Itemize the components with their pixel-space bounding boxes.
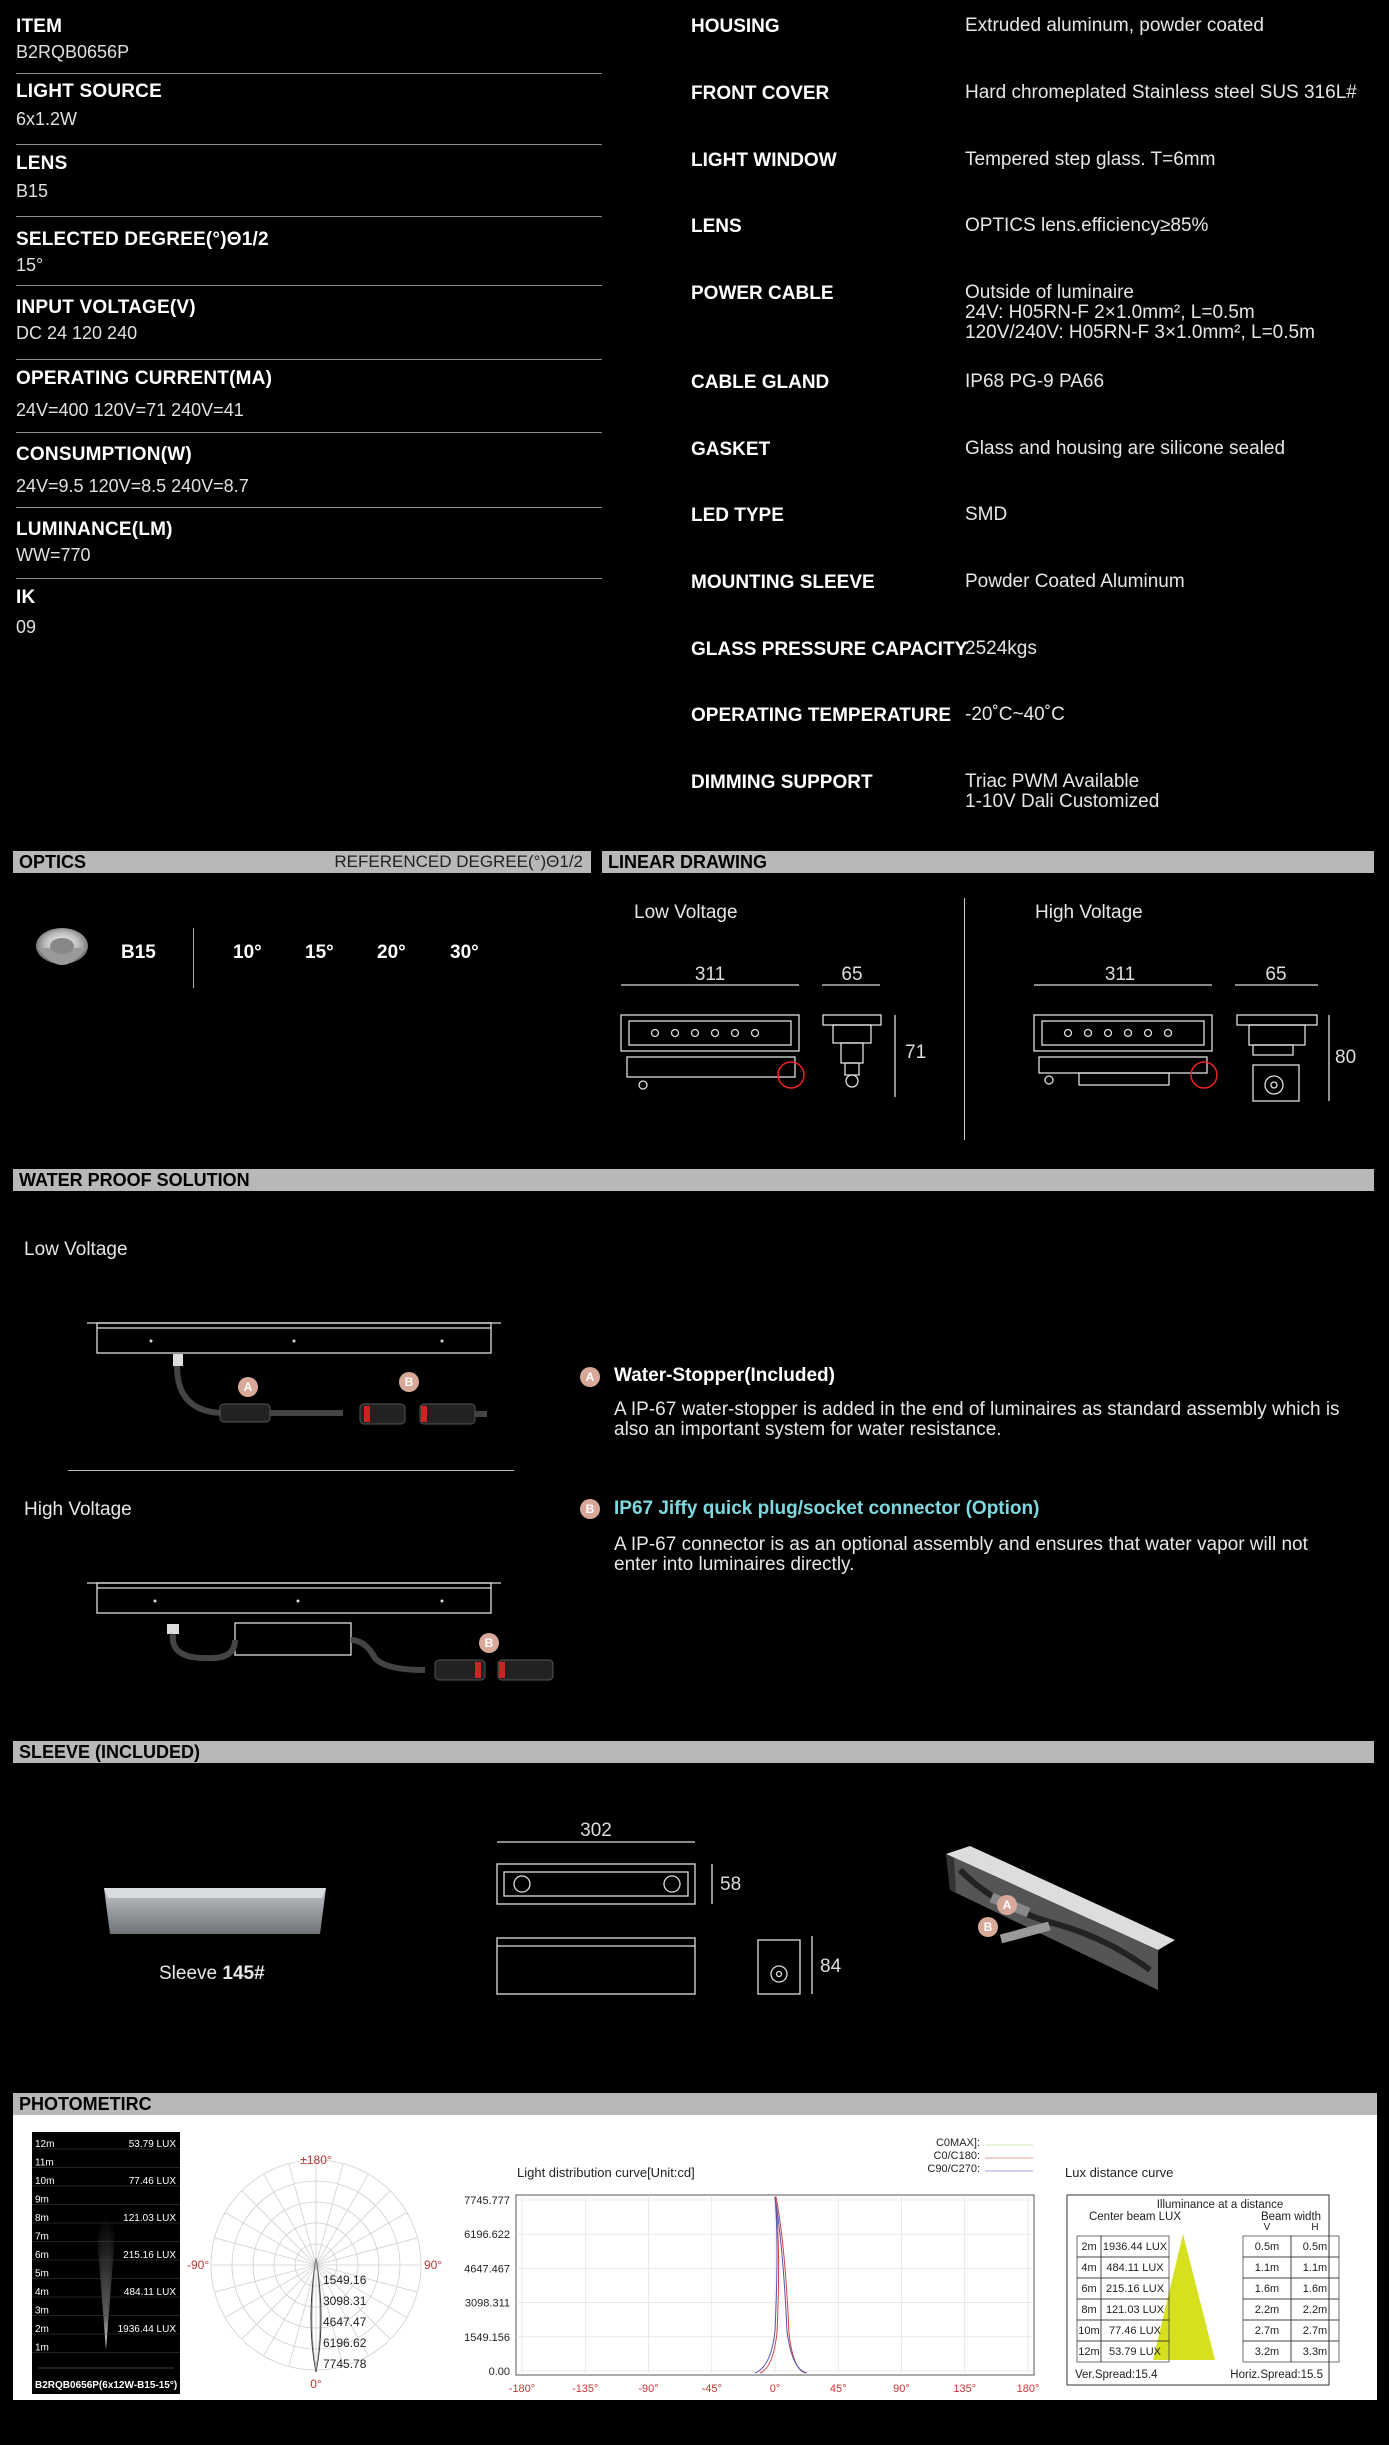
lux-beam-h: 2.7m	[1302, 2325, 1328, 2337]
spec-label-housing: HOUSING	[691, 16, 780, 37]
lux-heading: Illuminance at a distance	[1156, 2199, 1284, 2211]
wp-high-voltage-drawing	[85, 1578, 575, 1688]
polar-ring-label: 4647.47	[323, 2315, 367, 2329]
polar-ring-label: 1549.16	[323, 2273, 367, 2287]
high-voltage-drawing	[1029, 965, 1374, 1110]
spec-value-glass-pressure: 2524kgs	[965, 638, 1037, 659]
lux-beam-v: 2.2m	[1254, 2304, 1280, 2316]
spec-label-lens: LENS	[691, 216, 742, 237]
lux-beam-v: 1.6m	[1254, 2283, 1280, 2295]
cone-distance: 3m	[35, 2305, 49, 2317]
curve-xtick: -90°	[638, 2383, 659, 2395]
sleeve-header	[13, 1741, 1374, 1763]
cone-distance: 7m	[35, 2231, 49, 2243]
curve-ytick: 7745.777	[464, 2195, 510, 2207]
cone-distance: 12m	[35, 2139, 55, 2150]
spec-label-cable-gland: CABLE GLAND	[691, 372, 830, 393]
spec-value: 24V=9.5 120V=8.5 240V=8.7	[16, 476, 249, 496]
sleeve-width-dim: 58	[720, 1874, 742, 1895]
optics-header	[13, 851, 591, 873]
spec-label: INPUT VOLTAGE(V)	[16, 297, 196, 318]
spec-label: SELECTED DEGREE(°)Θ1/2	[16, 229, 269, 250]
lux-distance: 6m	[1081, 2283, 1097, 2295]
ver-spread: Ver.Spread:15.4	[1075, 2369, 1158, 2381]
high-voltage-title: High Voltage	[1035, 902, 1143, 923]
lux-value: 215.16 LUX	[1105, 2283, 1165, 2295]
low-length-dim: 311	[694, 964, 726, 985]
spec-label-mounting-sleeve: MOUNTING SLEEVE	[691, 572, 875, 593]
lux-col-h: H	[1311, 2222, 1319, 2233]
drawing-divider	[964, 898, 965, 1140]
lux-value: 484.11 LUX	[1106, 2262, 1164, 2274]
lux-beam-h: 0.5m	[1302, 2241, 1328, 2253]
lux-value: 77.46 LUX	[1109, 2325, 1161, 2337]
cone-distance: 8m	[35, 2213, 49, 2224]
linear-drawing-title: LINEAR DRAWING	[608, 852, 767, 872]
high-width-dim: 65	[1265, 964, 1287, 985]
spec-label-gasket: GASKET	[691, 439, 771, 460]
lux-beam-v: 1.1m	[1254, 2262, 1280, 2274]
water-stopper-text: A IP-67 water-stopper is added in the end of luminaires as standard assembly which is also an important system for water resistance.	[614, 1399, 1340, 1440]
cone-lux: 484.11 LUX	[123, 2287, 176, 2298]
curve-xtick: 135°	[953, 2383, 977, 2395]
spec-label: OPERATING CURRENT(MA)	[16, 368, 273, 389]
spec-value: B2RQB0656P	[16, 42, 130, 62]
high-length-dim: 311	[1104, 964, 1136, 985]
legend-c0-c180: C0/C180:	[933, 2150, 980, 2162]
sleeve-height-dim: 84	[820, 1956, 842, 1977]
curve-title: Light distribution curve[Unit:cd]	[517, 2165, 695, 2180]
spec-label: LIGHT SOURCE	[16, 81, 162, 102]
optics-degree: 10°	[233, 942, 262, 963]
spec-value: DC 24 120 240	[16, 323, 138, 343]
wp-low-voltage-drawing	[85, 1318, 515, 1438]
photometric-header	[13, 2093, 1377, 2115]
low-voltage-title: Low Voltage	[634, 902, 738, 923]
curve-legend	[880, 2137, 980, 2176]
lux-distance: 12m	[1078, 2346, 1100, 2358]
spec-label: LENS	[16, 153, 68, 174]
cone-caption: B2RQB0656P(6x12W-B15-15°)	[35, 2380, 178, 2391]
optics-degree: 20°	[377, 942, 406, 963]
lux-beam-v: 3.2m	[1254, 2346, 1280, 2358]
optics-degree: 15°	[305, 942, 334, 963]
optics-lens-name: B15	[121, 942, 156, 963]
cone-distance: 1m	[35, 2342, 49, 2354]
polar-ring-label: 7745.78	[323, 2357, 367, 2371]
legend-badge-b: B	[580, 1499, 600, 1519]
spec-label-led-type: LED TYPE	[691, 505, 784, 526]
spec-item	[16, 16, 602, 74]
jiffy-connector-title: IP67 Jiffy quick plug/socket connector (Option)	[614, 1498, 1040, 1519]
spec-value: 09	[16, 617, 37, 637]
sleeve-label-prefix: Sleeve	[159, 1963, 223, 1984]
lux-distance: 10m	[1078, 2325, 1100, 2337]
spec-value-mounting-sleeve: Powder Coated Aluminum	[965, 571, 1185, 592]
spec-ik	[16, 587, 602, 647]
curve-xtick: -135°	[572, 2383, 599, 2395]
spec-operating-current	[16, 368, 602, 433]
spec-value-light-window: Tempered step glass. T=6mm	[965, 149, 1216, 170]
cone-lux: 215.16 LUX	[123, 2250, 176, 2261]
sleeve-length-dim: 302	[580, 1820, 612, 1841]
curve-xtick: 90°	[893, 2383, 910, 2395]
curve-ytick: 3098.311	[464, 2297, 510, 2310]
cone-lux: 77.46 LUX	[128, 2176, 176, 2187]
cone-distance: 9m	[35, 2194, 49, 2206]
spec-label-dimming: DIMMING SUPPORT	[691, 772, 873, 793]
assembly-badge-a: A	[997, 1895, 1017, 1915]
lux-value: 53.79 LUX	[1109, 2346, 1161, 2358]
lux-value: 121.03 LUX	[1105, 2304, 1165, 2316]
high-height-dim: 80	[1335, 1047, 1357, 1068]
curve-ytick: 0.00	[488, 2366, 510, 2378]
spec-value-cable-gland: IP68 PG-9 PA66	[965, 371, 1105, 392]
spec-value-led-type: SMD	[965, 504, 1008, 525]
spec-label-light-window: LIGHT WINDOW	[691, 150, 837, 171]
spec-label-glass-pressure: GLASS PRESSURE CAPACITY	[691, 639, 968, 660]
lux-col-v: V	[1263, 2222, 1271, 2233]
lux-distance-table	[1065, 2192, 1335, 2388]
cone-distance: 6m	[35, 2250, 49, 2261]
lux-distance: 4m	[1081, 2262, 1097, 2274]
legend-c90-c270: C90/C270:	[927, 2163, 980, 2175]
lens-icon	[30, 920, 94, 984]
light-distribution-chart	[455, 2183, 1045, 2398]
spec-luminance	[16, 519, 602, 579]
curve-xtick: 0°	[769, 2383, 781, 2395]
sleeve-label	[159, 1963, 265, 1985]
low-voltage-drawing	[615, 965, 955, 1105]
hor-spread: Horiz.Spread:15.5	[1230, 2369, 1323, 2381]
cone-distance: 2m	[35, 2324, 49, 2335]
cone-distance: 10m	[35, 2176, 55, 2187]
curve-xtick: 180°	[1016, 2383, 1040, 2395]
wp-high-voltage-title: High Voltage	[24, 1499, 132, 1520]
low-width-dim: 65	[841, 964, 863, 985]
water-stopper-title: Water-Stopper(Included)	[614, 1365, 835, 1386]
lux-col-beam: Beam width	[1260, 2211, 1322, 2223]
spec-value: 15°	[16, 255, 44, 275]
sleeve-title: SLEEVE (INCLUDED)	[19, 1742, 201, 1762]
low-height-dim: 71	[905, 1042, 927, 1063]
wp-divider	[68, 1470, 514, 1471]
polar-ring-label: 6196.62	[323, 2336, 367, 2350]
curve-ytick: 1549.156	[464, 2331, 510, 2344]
cone-lux: 53.79 LUX	[128, 2139, 176, 2150]
spec-value-operating-temp: -20˚C~40˚C	[965, 704, 1065, 725]
cone-distance: 5m	[35, 2268, 49, 2280]
lux-beam-h: 1.6m	[1302, 2283, 1328, 2295]
spec-value: 24V=400 120V=71 240V=41	[16, 400, 244, 420]
spec-consumption	[16, 444, 602, 508]
cone-lux: 1936.44 LUX	[117, 2324, 176, 2335]
curve-xtick: -45°	[701, 2383, 722, 2395]
lux-beam-v: 0.5m	[1254, 2241, 1280, 2253]
jiffy-connector-text: A IP-67 connector is as an optional assembly and ensures that water vapor will not enter into luminaires directly.	[614, 1534, 1308, 1575]
polar-top-label: ±180°	[300, 2153, 332, 2167]
curve-xtick: -180°	[508, 2383, 536, 2395]
legend-c0max: C0MAX]:	[935, 2137, 980, 2149]
spec-value-front-cover: Hard chromeplated Stainless steel SUS 316L#	[965, 82, 1357, 103]
curve-ytick: 6196.622	[464, 2229, 510, 2242]
spec-value-dimming: Triac PWM Available 1-10V Dali Customized	[965, 771, 1160, 812]
lux-beam-v: 2.7m	[1254, 2325, 1280, 2337]
polar-right-label: 90°	[424, 2258, 443, 2272]
optics-divider	[193, 928, 194, 988]
light-cone-diagram	[32, 2132, 180, 2394]
badge-b: B	[399, 1372, 419, 1392]
cone-lux: 121.03 LUX	[123, 2213, 176, 2224]
sleeve-drawing	[490, 1818, 860, 2003]
lux-distance: 2m	[1081, 2241, 1097, 2253]
lux-beam-h: 1.1m	[1302, 2262, 1328, 2274]
lux-beam-h: 2.2m	[1302, 2304, 1328, 2316]
lux-value: 1936.44 LUX	[1102, 2241, 1168, 2253]
assembly-badge-b: B	[978, 1917, 998, 1937]
spec-label: LUMINANCE(LM)	[16, 519, 173, 540]
optics-title: OPTICS	[19, 852, 87, 872]
spec-lens	[16, 153, 602, 217]
spec-value: 6x1.2W	[16, 109, 78, 129]
lux-col-center: Center beam LUX	[1088, 2211, 1182, 2223]
spec-value-housing: Extruded aluminum, powder coated	[965, 15, 1264, 36]
spec-selected-degree	[16, 229, 602, 286]
sleeve-product-image	[100, 1882, 330, 1942]
spec-input-voltage	[16, 297, 602, 360]
polar-ring-label: 3098.31	[323, 2294, 367, 2308]
curve-ytick: 4647.467	[464, 2263, 510, 2276]
badge-b-hv: B	[479, 1633, 499, 1653]
waterproof-header	[13, 1169, 1374, 1191]
sleeve-assembly-image	[940, 1840, 1180, 2000]
polar-bottom-label: 0°	[310, 2377, 322, 2391]
wp-low-voltage-title: Low Voltage	[24, 1239, 128, 1260]
spec-label: IK	[16, 587, 36, 608]
spec-value-power-cable: Outside of luminaire 24V: H05RN-F 2×1.0mm², L=0.5m 120V/240V: H05RN-F 3×1.0mm², L=0.5m	[965, 282, 1315, 343]
linear-drawing-header	[602, 851, 1374, 873]
badge-a: A	[238, 1377, 258, 1397]
lux-beam-h: 3.3m	[1302, 2346, 1328, 2358]
spec-value-lens: OPTICS lens.efficiency≥85%	[965, 215, 1209, 236]
curve-xtick: 45°	[829, 2383, 847, 2395]
spec-label-front-cover: FRONT COVER	[691, 83, 830, 104]
polar-diagram	[187, 2150, 443, 2395]
sleeve-number: 145#	[222, 1963, 265, 1984]
legend-badge-a: A	[580, 1367, 600, 1387]
spec-light-source	[16, 81, 602, 145]
waterproof-title: WATER PROOF SOLUTION	[19, 1170, 250, 1190]
lux-curve-title: Lux distance curve	[1065, 2165, 1174, 2180]
polar-left-label: -90°	[187, 2258, 210, 2272]
spec-value: B15	[16, 181, 49, 201]
lux-distance: 8m	[1081, 2304, 1097, 2316]
spec-label-power-cable: POWER CABLE	[691, 283, 834, 304]
spec-label: CONSUMPTION(W)	[16, 444, 192, 465]
optics-degree: 30°	[450, 942, 479, 963]
spec-label-operating-temp: OPERATING TEMPERATURE	[691, 705, 952, 726]
cone-distance: 4m	[35, 2287, 49, 2298]
optics-ref-degree: REFERENCED DEGREE(°)Θ1/2	[334, 852, 583, 871]
photometric-title: PHOTOMETIRC	[19, 2094, 152, 2114]
curve-legend-lines	[985, 2139, 1035, 2179]
spec-label: ITEM	[16, 16, 63, 37]
cone-distance: 11m	[35, 2157, 54, 2169]
spec-value: WW=770	[16, 545, 91, 565]
spec-value-gasket: Glass and housing are silicone sealed	[965, 438, 1286, 459]
